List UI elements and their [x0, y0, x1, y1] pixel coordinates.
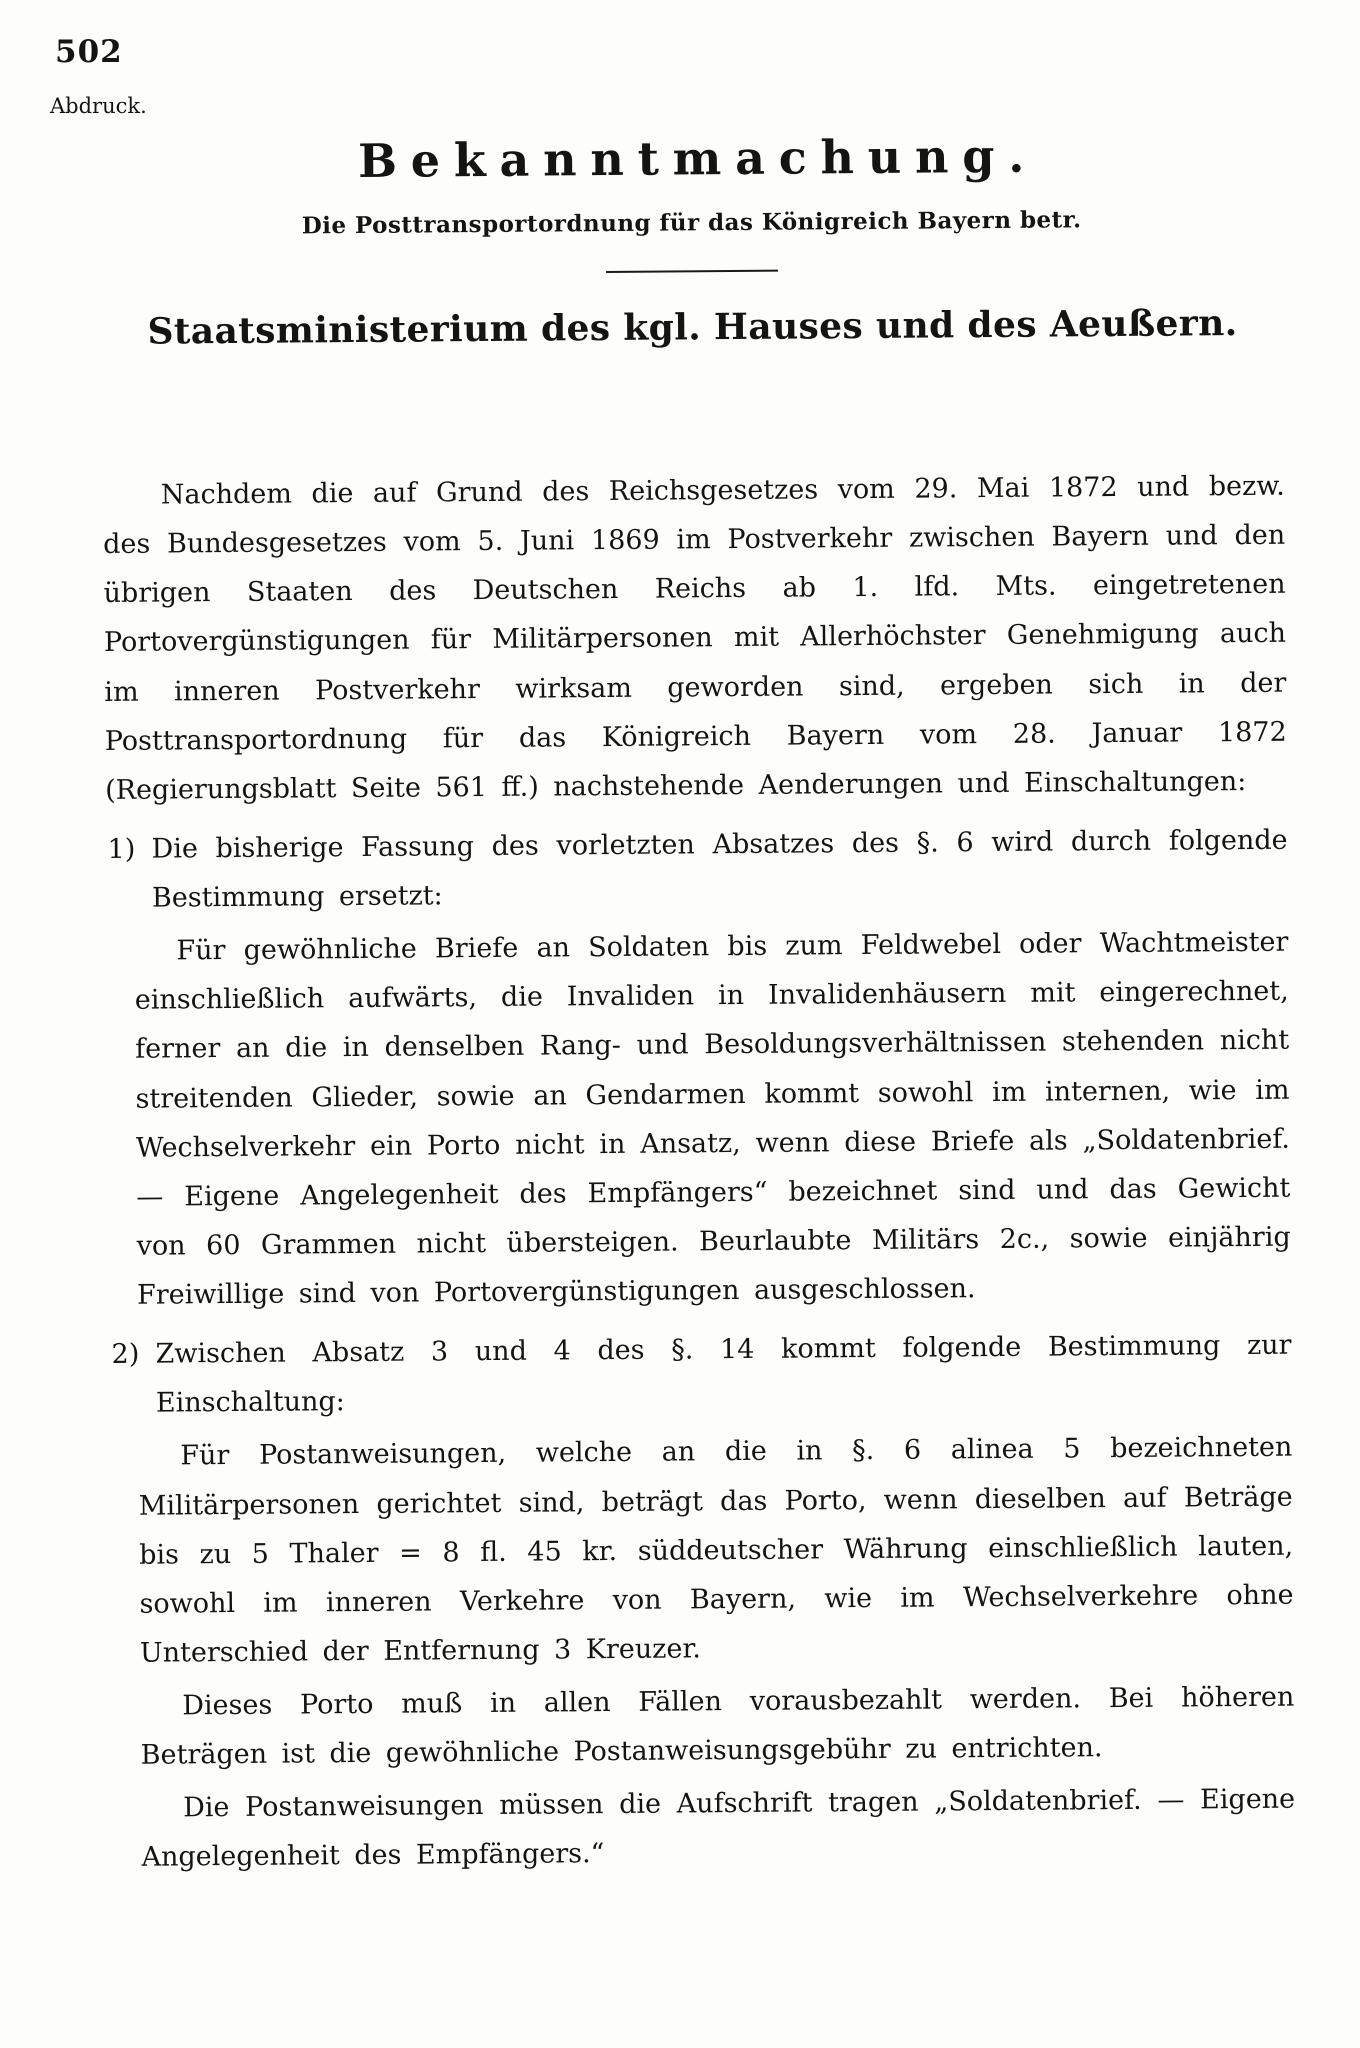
item-2-paragraph-2: Dieses Porto muß in allen Fällen vorausbezahlt werden. Bei höheren Beträgen ist die gewöhnliche Postanweisungsgebühr zu entrichten.	[140, 1681, 1295, 1771]
announcement-subject: Die Posttransportordnung für das Königreich Bayern betr.	[301, 206, 1082, 240]
divider-rule	[606, 270, 778, 273]
ministry-heading: Staatsministerium des kgl. Hauses und des Aeußern.	[147, 302, 1238, 353]
page-number: 502	[55, 34, 123, 70]
list-item-2	[109, 1321, 1292, 1429]
item-2-lead: Zwischen Absatz 3 und 4 des §. 14 kommt folgende Bestimmung zur Einschaltung:	[155, 1329, 1292, 1419]
item-1-paragraph-1: Für gewöhnliche Briefe an Soldaten bis zum Feldwebel oder Wachtmeister einschließlich aufwärts, die Invaliden in Invalidenhäusern mit eingerechnet, ferner an die in denselben Rang- und Besoldungsverhältnissen stehenden nicht streitenden Glieder, sowie an Gendarmen kommt sowohl im internen, wie im Wechselverkehr ein Porto nicht in Ansatz, wenn diese Briefe als „Soldatenbrief. — Eigene Angelegenheit des Empfängers“ bezeichnet sind und das Gewicht von 60 Grammen nicht übersteigen. Beurlaubte Militärs 2c., sowie einjährig Freiwillige sind von Portovergünstigungen ausgeschlossen.	[134, 926, 1291, 1311]
announcement-title: Bekanntmachung.	[357, 128, 1039, 188]
announcement	[100, 127, 1296, 1883]
list-item-1	[105, 816, 1288, 924]
reprint-note: Abdruck.	[50, 94, 147, 118]
item-2-paragraph-1: Für Postanweisungen, welche an die in §. 6 alinea 5 bezeichneten Militärpersonen gerichtet sind, beträgt das Porto, wenn dieselben auf Beträge bis zu 5 Thaler = 8 fl. 45 kr. süddeutscher Währung einschließlich lauten, sowohl im inneren Verkehre von Bayern, wie im Wechselverkehre ohne Unterschied der Entfernung 3 Kreuzer.	[138, 1432, 1294, 1669]
item-1-number: 1)	[107, 833, 136, 865]
item-1-lead: Die bisherige Fassung des vorletzten Absatzes des §. 6 wird durch folgende Bestimmung ersetzt:	[151, 824, 1288, 914]
item-2-paragraph-3: Die Postanweisungen müssen die Aufschrift tragen „Soldatenbrief. — Eigene Angelegenheit des Empfängers.“	[141, 1783, 1296, 1874]
intro-paragraph: Nachdem die auf Grund des Reichsgesetzes vom 29. Mai 1872 und bezw. des Bundesgesetzes vom 5. Juni 1869 im Postverkehr zwischen Bayern und den übrigen Staaten des Deutschen Reichs ab 1. lfd. Mts. eingetretenen Portovergünstigungen für Militärpersonen mit Allerhöchster Genehmigung auch im inneren Postverkehr wirksam geworden sind, ergeben sich in der Posttransportordnung für das Königreich Bayern vom 28. Januar 1872 (Regierungsblatt Seite 561 ff.) nachstehende Aenderungen und Einschaltungen:	[103, 470, 1287, 806]
item-2-number: 2)	[111, 1338, 140, 1371]
